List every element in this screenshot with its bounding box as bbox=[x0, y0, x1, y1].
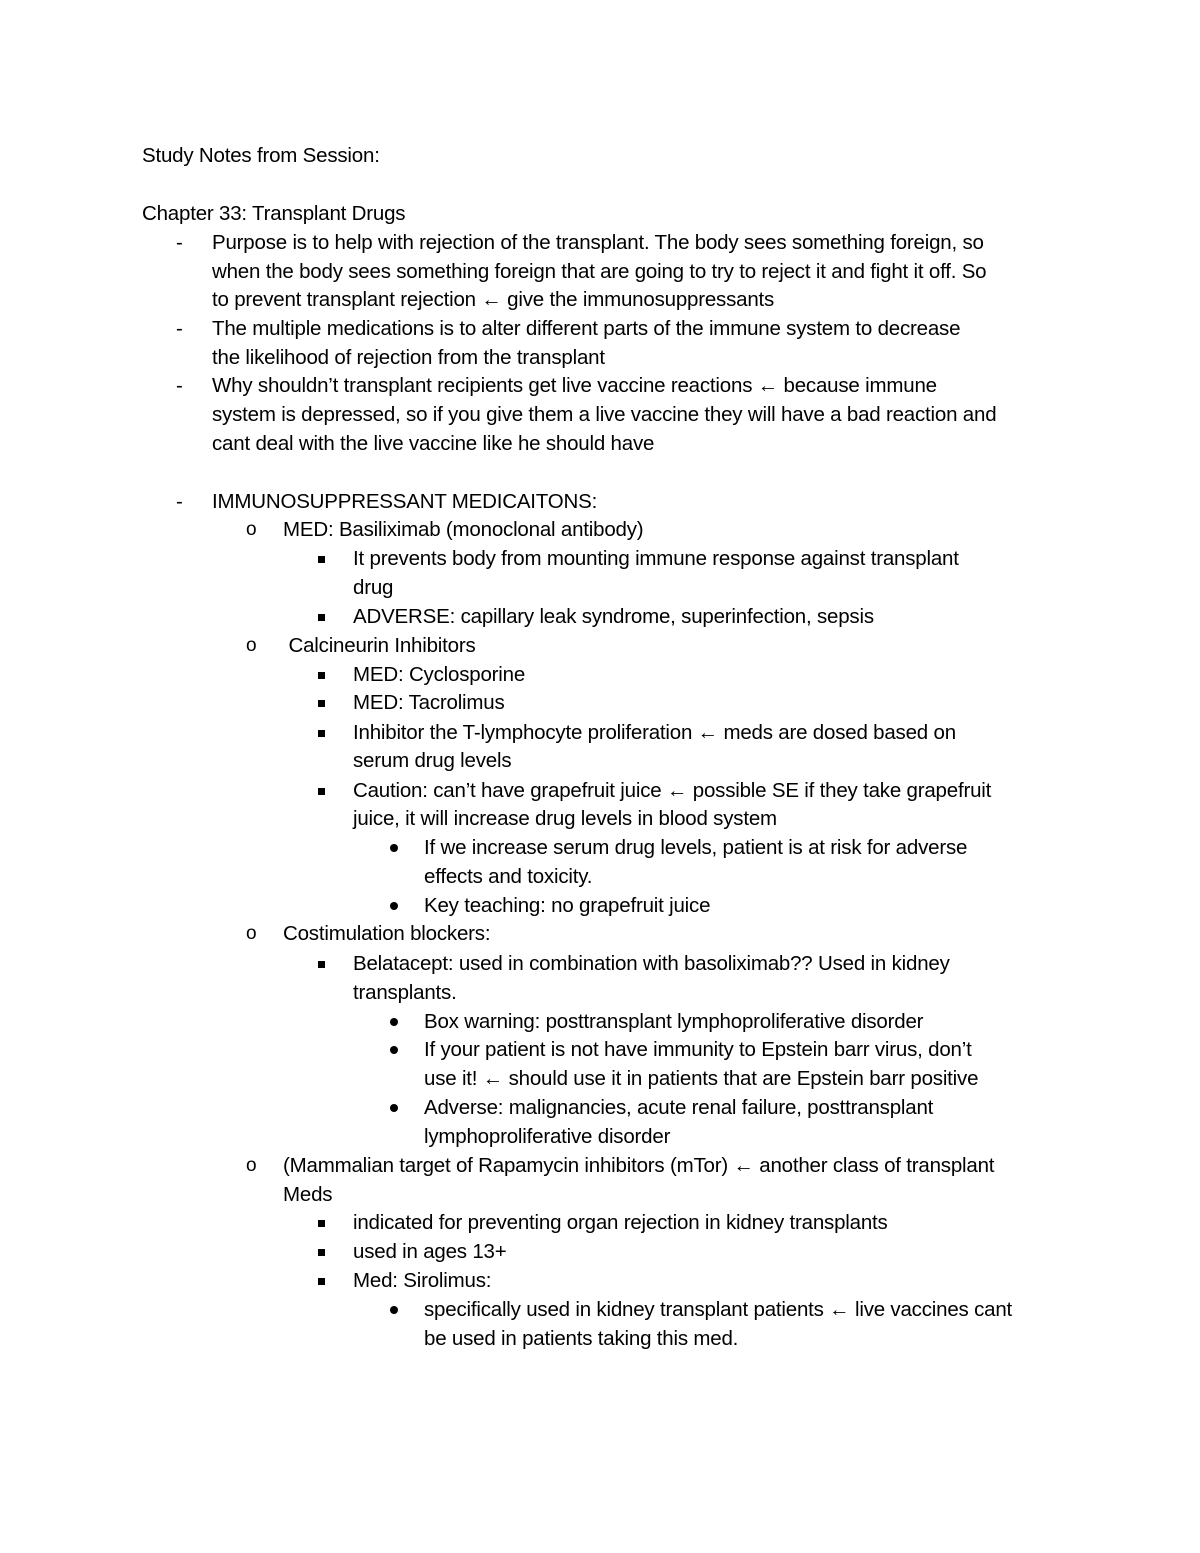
item-line: MED: Tacrolimus bbox=[353, 691, 505, 714]
item-line: Caution: can’t have grapefruit juice ← possible SE if they take grapefruit bbox=[353, 779, 992, 802]
round-bullet bbox=[390, 1104, 398, 1112]
subitem-line: effects and toxicity. bbox=[424, 865, 593, 888]
dash-bullet: - bbox=[176, 374, 183, 397]
section-line: Purpose is to help with rejection of the transplant. The body sees something foreign, so bbox=[212, 231, 984, 254]
item-line: indicated for preventing organ rejection in kidney transplants bbox=[353, 1211, 888, 1234]
group-title: Meds bbox=[283, 1183, 333, 1206]
subitem-line: If we increase serum drug levels, patient is at risk for adverse bbox=[424, 836, 968, 859]
square-bullet bbox=[318, 788, 325, 795]
group-title: MED: Basiliximab (monoclonal antibody) bbox=[283, 518, 644, 541]
item-line: drug bbox=[353, 576, 394, 599]
square-bullet bbox=[318, 1278, 325, 1285]
notes-title: Study Notes from Session: bbox=[142, 144, 380, 167]
item-line: Belatacept: used in combination with basoliximab?? Used in kidney bbox=[353, 952, 950, 975]
dash-bullet: - bbox=[176, 490, 183, 513]
item-line: MED: Cyclosporine bbox=[353, 663, 526, 686]
item-line: used in ages 13+ bbox=[353, 1240, 507, 1263]
square-bullet bbox=[318, 1249, 325, 1256]
subitem-line: specifically used in kidney transplant patients ← live vaccines cant bbox=[424, 1298, 1013, 1321]
group-title: (Mammalian target of Rapamycin inhibitors (mTor) ← another class of transplant bbox=[283, 1154, 995, 1177]
square-bullet bbox=[318, 961, 325, 968]
section-line: to prevent transplant rejection ← give the immunosuppressants bbox=[212, 288, 775, 311]
item-line: Inhibitor the T-lymphocyte proliferation ← meds are dosed based on bbox=[353, 721, 956, 744]
section-line: Why shouldn’t transplant recipients get live vaccine reactions ← because immune bbox=[212, 374, 937, 397]
square-bullet bbox=[318, 730, 325, 737]
section-line: IMMUNOSUPPRESSANT MEDICAITONS: bbox=[212, 490, 598, 513]
chapter-heading: Chapter 33: Transplant Drugs bbox=[142, 202, 406, 225]
section-line: when the body sees something foreign that are going to try to reject it and fight it off. So bbox=[212, 260, 987, 283]
round-bullet bbox=[390, 902, 398, 910]
item-line: serum drug levels bbox=[353, 749, 512, 772]
circle-bullet: o bbox=[246, 923, 257, 944]
dash-bullet: - bbox=[176, 231, 183, 254]
item-line: juice, it will increase drug levels in blood system bbox=[353, 807, 777, 830]
round-bullet bbox=[390, 844, 398, 852]
item-line: ADVERSE: capillary leak syndrome, superinfection, sepsis bbox=[353, 605, 874, 628]
subitem-line: Adverse: malignancies, acute renal failure, posttransplant bbox=[424, 1096, 934, 1119]
square-bullet bbox=[318, 700, 325, 707]
group-title: Calcineurin Inhibitors bbox=[283, 634, 476, 657]
item-line: It prevents body from mounting immune response against transplant bbox=[353, 547, 959, 570]
section-line: the likelihood of rejection from the transplant bbox=[212, 346, 605, 369]
square-bullet bbox=[318, 1220, 325, 1227]
round-bullet bbox=[390, 1306, 398, 1314]
subitem-line: Box warning: posttransplant lymphoproliferative disorder bbox=[424, 1010, 924, 1033]
subitem-line: Key teaching: no grapefruit juice bbox=[424, 894, 711, 917]
section-line: system is depressed, so if you give them a live vaccine they will have a bad reaction and bbox=[212, 403, 997, 426]
dash-bullet: - bbox=[176, 317, 183, 340]
round-bullet bbox=[390, 1046, 398, 1054]
group-title: Costimulation blockers: bbox=[283, 922, 491, 945]
section-line: The multiple medications is to alter different parts of the immune system to decrease bbox=[212, 317, 961, 340]
item-line: transplants. bbox=[353, 981, 457, 1004]
square-bullet bbox=[318, 556, 325, 563]
square-bullet bbox=[318, 672, 325, 679]
subitem-line: use it! ← should use it in patients that are Epstein barr positive bbox=[424, 1067, 979, 1090]
round-bullet bbox=[390, 1018, 398, 1026]
subitem-line: If your patient is not have immunity to Epstein barr virus, don’t bbox=[424, 1038, 972, 1061]
subitem-line: lymphoproliferative disorder bbox=[424, 1125, 671, 1148]
item-line: Med: Sirolimus: bbox=[353, 1269, 492, 1292]
section-line: cant deal with the live vaccine like he should have bbox=[212, 432, 655, 455]
square-bullet bbox=[318, 614, 325, 621]
subitem-line: be used in patients taking this med. bbox=[424, 1327, 739, 1350]
circle-bullet: o bbox=[246, 1155, 257, 1176]
circle-bullet: o bbox=[246, 635, 257, 656]
circle-bullet: o bbox=[246, 519, 257, 540]
